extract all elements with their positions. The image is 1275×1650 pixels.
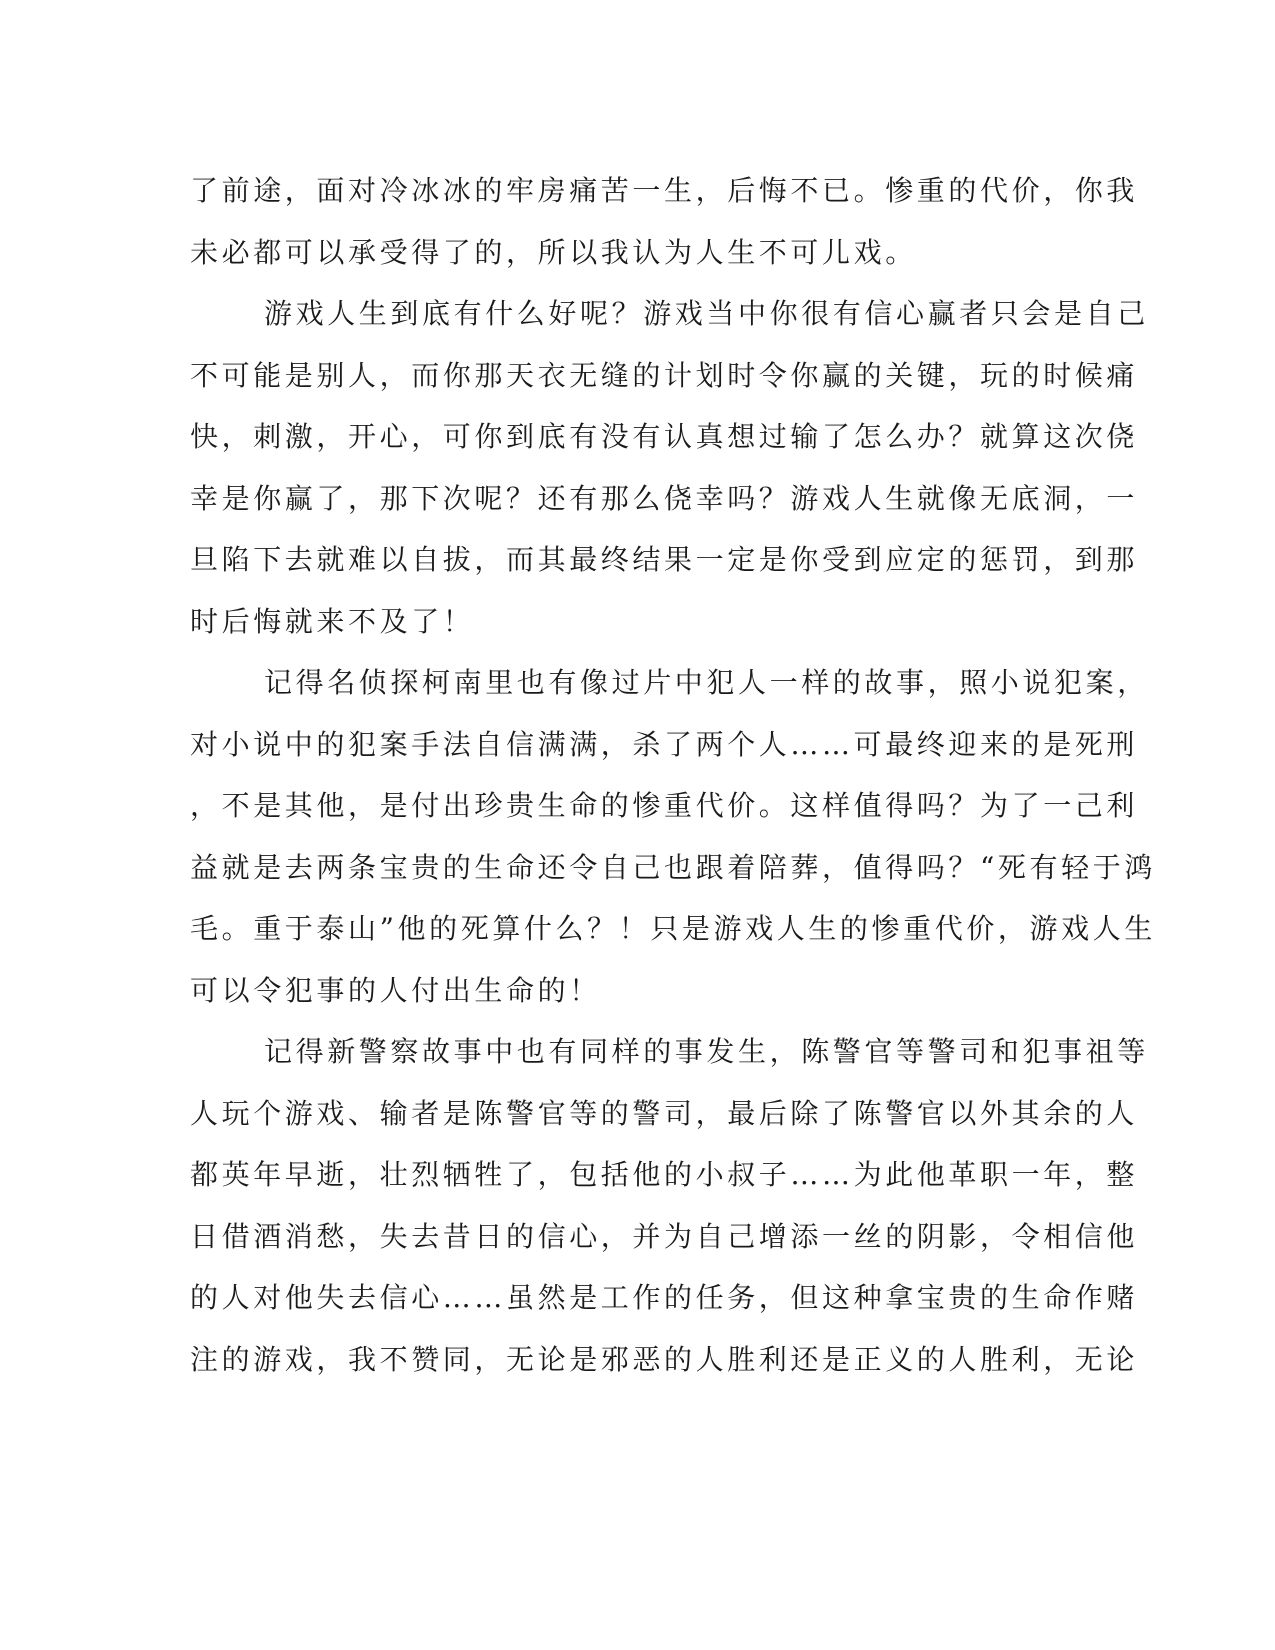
body-text	[190, 160, 1156, 1390]
text-line: 日借酒消愁，失去昔日的信心，并为自己增添一丝的阴影，令相信他	[190, 1219, 1139, 1253]
text-line: 不可能是别人，而你那天衣无缝的计划时令你赢的关键，玩的时候痛	[190, 358, 1139, 392]
text-line: 的人对他失去信心……虽然是工作的任务，但这种拿宝贵的生命作赌	[190, 1281, 1139, 1314]
text-line: 注的游戏，我不赞同，无论是邪恶的人胜利还是正义的人胜利，无论	[190, 1342, 1139, 1376]
paragraph-start-line: 游戏人生到底有什么好呢？游戏当中你很有信心赢者只会是自己	[264, 297, 1149, 330]
text-line: 对小说中的犯案手法自信满满，杀了两个人……可最终迎来的是死刑	[190, 727, 1139, 761]
text-line: ，不是其他，是付出珍贵生命的惨重代价。这样值得吗？为了一己利	[190, 789, 1139, 822]
text-line: 了前途，面对冷冰冰的牢房痛苦一生，后悔不已。惨重的代价，你我	[190, 174, 1139, 207]
text-line: 旦陷下去就难以自拔，而其最终结果一定是你受到应定的惩罚，到那	[190, 543, 1139, 576]
text-line: 快，刺激，开心，可你到底有没有认真想过输了怎么办？就算这次侥	[190, 420, 1139, 453]
paragraph-start-line: 记得名侦探柯南里也有像过片中犯人一样的故事，照小说犯案，	[264, 666, 1149, 699]
text-line: 益就是去两条宝贵的生命还令自己也跟着陪葬，值得吗？“死有轻于鸿	[190, 850, 1156, 884]
text-line: 幸是你赢了，那下次呢？还有那么侥幸吗？游戏人生就像无底洞，一	[190, 481, 1139, 515]
text-line: 可以令犯事的人付出生命的！	[190, 973, 601, 1007]
text-line: 毛。重于泰山”他的死算什么？！只是游戏人生的惨重代价，游戏人生	[190, 912, 1156, 945]
text-line: 未必都可以承受得了的，所以我认为人生不可儿戏。	[190, 235, 917, 269]
text-line: 都英年早逝，壮烈牺牲了，包括他的小叔子……为此他革职一年，整	[190, 1158, 1139, 1191]
paragraph-start-line: 记得新警察故事中也有同样的事发生，陈警官等警司和犯事祖等	[264, 1035, 1149, 1068]
text-line: 人玩个游戏、输者是陈警官等的警司，最后除了陈警官以外其余的人	[190, 1096, 1139, 1130]
text-line: 时后悔就来不及了！	[190, 604, 475, 638]
